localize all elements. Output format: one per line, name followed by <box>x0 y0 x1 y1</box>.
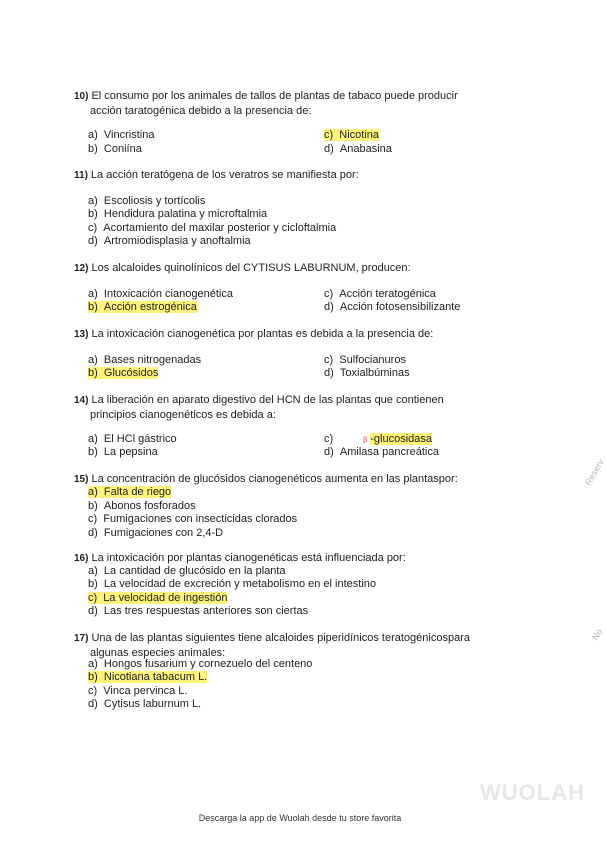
option-d[interactable]: d) Toxialbúminas <box>324 367 410 379</box>
question-stem: 10) El consumo por los animales de tallos de plantas de tabaco puede producir acción taratogénica debido a la presencia de: <box>74 90 458 117</box>
option-a[interactable]: a) Intoxicación cianogenética <box>88 288 233 300</box>
question-stem: 17) Una de las plantas siguientes tiene alcaloides piperidínicos teratogénicospara algunas especies animales: <box>74 632 470 659</box>
option-b[interactable]: b) Hendidura palatina y microftalmia <box>88 208 268 220</box>
beta-glyph: β <box>363 437 368 444</box>
option-b[interactable]: b) Acción estrogénica <box>88 301 197 313</box>
question-14 <box>74 393 494 458</box>
option-d[interactable]: d) Cytisus laburnum L. <box>88 698 202 710</box>
option-a[interactable]: a) Bases nitrogenadas <box>88 354 202 366</box>
option-d[interactable]: d) Anabasina <box>324 143 392 155</box>
question-stem: 12) Los alcaloides quinolínicos del CYTISUS LABURNUM, producen: <box>74 262 411 274</box>
option-c[interactable]: c) Sulfocianuros <box>324 354 406 366</box>
question-17 <box>74 631 494 710</box>
option-c[interactable]: c) Nicotina <box>324 129 380 141</box>
option-a[interactable]: a) Falta de riego <box>88 486 172 498</box>
option-c[interactable]: c) Acción teratogénica <box>324 288 436 300</box>
option-b[interactable]: b) La pepsina <box>88 446 158 458</box>
option-d[interactable]: d) Fumigaciones con 2,4-D <box>88 527 224 539</box>
option-a[interactable]: a) Escoliosis y tortícolis <box>88 195 206 207</box>
option-a[interactable]: a) La cantidad de glucósido en la planta <box>88 565 286 577</box>
question-stem: 14) La liberación en aparato digestivo del HCN de las plantas que contienen principios cianogenéticos es debida a: <box>74 394 444 421</box>
question-number: 14) <box>74 395 89 406</box>
question-12 <box>74 261 494 313</box>
question-number: 12) <box>74 263 89 274</box>
option-d[interactable]: d) Amilasa pancreática <box>324 446 439 458</box>
side-text-reserv: Reserv <box>583 457 606 487</box>
question-15 <box>74 472 494 539</box>
option-a[interactable]: a) Vincristina <box>88 129 155 141</box>
question-number: 10) <box>74 91 89 102</box>
question-16 <box>74 551 494 617</box>
question-number: 15) <box>74 474 89 485</box>
option-d[interactable]: d) Artromiodisplasia y anoftalmia <box>88 235 251 247</box>
question-stem: 11) La acción teratógena de los veratros se manifiesta por: <box>74 169 359 181</box>
question-number: 11) <box>74 170 88 181</box>
option-b[interactable]: b) Glucósidos <box>88 367 159 379</box>
question-number: 16) <box>74 553 89 564</box>
wuolah-logo: WUOLAH <box>480 780 585 805</box>
option-a[interactable]: a) Hongos fusarium y cornezuelo del centeno <box>88 658 313 670</box>
question-number: 13) <box>74 329 89 340</box>
question-stem: 15) La concentración de glucósidos cianogenéticos aumenta en las plantaspor: <box>74 473 458 485</box>
option-b[interactable]: b) Coniína <box>88 143 142 155</box>
question-stem: 13) La intoxicación cianogenética por plantas es debida a la presencia de: <box>74 328 434 340</box>
option-d[interactable]: d) Las tres respuestas anteriores son ciertas <box>88 605 309 617</box>
option-b[interactable]: b) Nicotiana tabacum L. <box>88 671 208 683</box>
question-13 <box>74 327 494 379</box>
option-c[interactable]: c) Vinca pervinca L. <box>88 685 188 697</box>
question-stem: 16) La intoxicación por plantas cianogenéticas está influenciada por: <box>74 552 406 564</box>
option-b[interactable]: b) La velocidad de excreción y metabolismo en el intestino <box>88 578 377 590</box>
question-10 <box>74 89 494 155</box>
option-c[interactable]: c) Fumigaciones con insecticidas clorados <box>88 513 298 525</box>
question-11 <box>74 168 494 247</box>
question-number: 17) <box>74 633 89 644</box>
option-c[interactable]: c) β -glucosidasa <box>324 433 433 445</box>
option-c[interactable]: c) La velocidad de ingestión <box>88 592 228 604</box>
option-b[interactable]: b) Abonos fosforados <box>88 500 196 512</box>
option-a[interactable]: a) El HCl gástrico <box>88 433 177 445</box>
side-text-no: No <box>590 627 605 642</box>
footer-text: Descarga la app de Wuolah desde tu store favorita <box>198 813 402 823</box>
option-d[interactable]: d) Acción fotosensibilizante <box>324 301 461 313</box>
option-c[interactable]: c) Acortamiento del maxilar posterior y cicloftalmia <box>88 222 337 234</box>
